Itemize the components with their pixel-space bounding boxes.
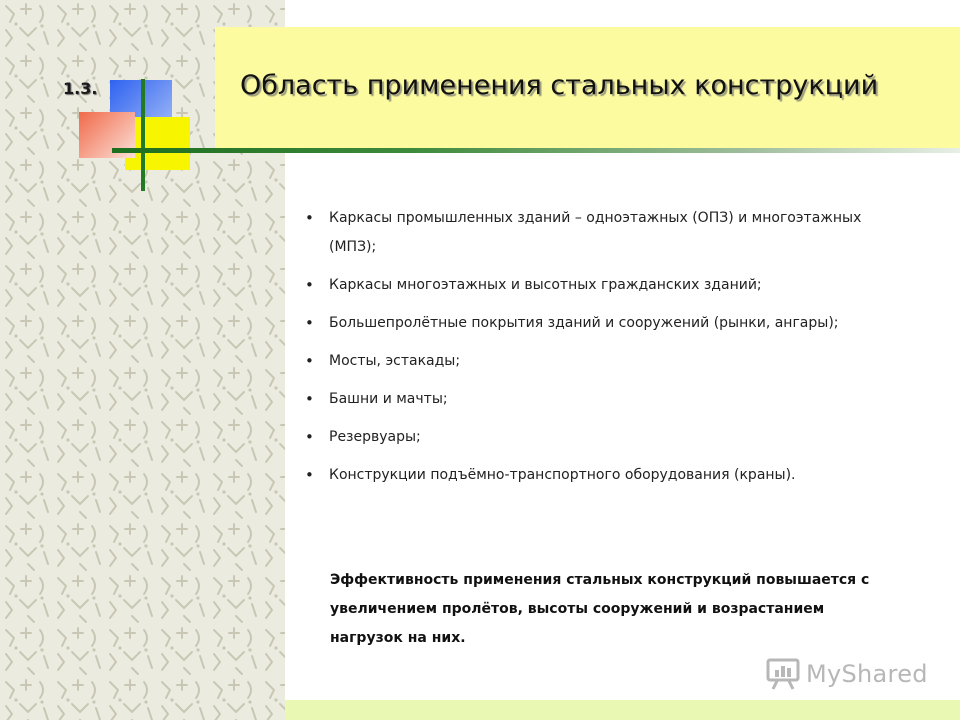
slide-title: Область применения стальных конструкций <box>240 70 879 101</box>
slide-number: 1.3. <box>63 79 98 98</box>
bullet-list <box>305 204 865 499</box>
bullet-item: • Большепролётные покрытия зданий и сооружений (рынки, ангары); <box>305 309 865 338</box>
bullet-item: • Мосты, эстакады; <box>305 347 865 376</box>
bottom-band <box>285 700 960 720</box>
conclusion-text: Эффективность применения стальных конструкций повышается с увеличением пролётов, высоты сооружений и возрастанием нагрузок на них. <box>330 572 870 646</box>
watermark-logo <box>766 658 928 690</box>
bullet-item: • Каркасы многоэтажных и высотных гражданских зданий; <box>305 271 865 300</box>
bullet-item: • Каркасы промышленных зданий – одноэтажных (ОПЗ) и многоэтажных (МПЗ); <box>305 204 865 262</box>
watermark-text: MyShared <box>806 660 928 688</box>
decor-horizontal-line <box>112 148 960 153</box>
decor-vertical-line <box>141 79 145 191</box>
bullet-item: • Конструкции подъёмно-транспортного оборудования (краны). <box>305 461 865 490</box>
bullet-item: • Резервуары; <box>305 423 865 452</box>
bullet-item: • Башни и мачты; <box>305 385 865 414</box>
chart-board-icon <box>766 658 800 690</box>
